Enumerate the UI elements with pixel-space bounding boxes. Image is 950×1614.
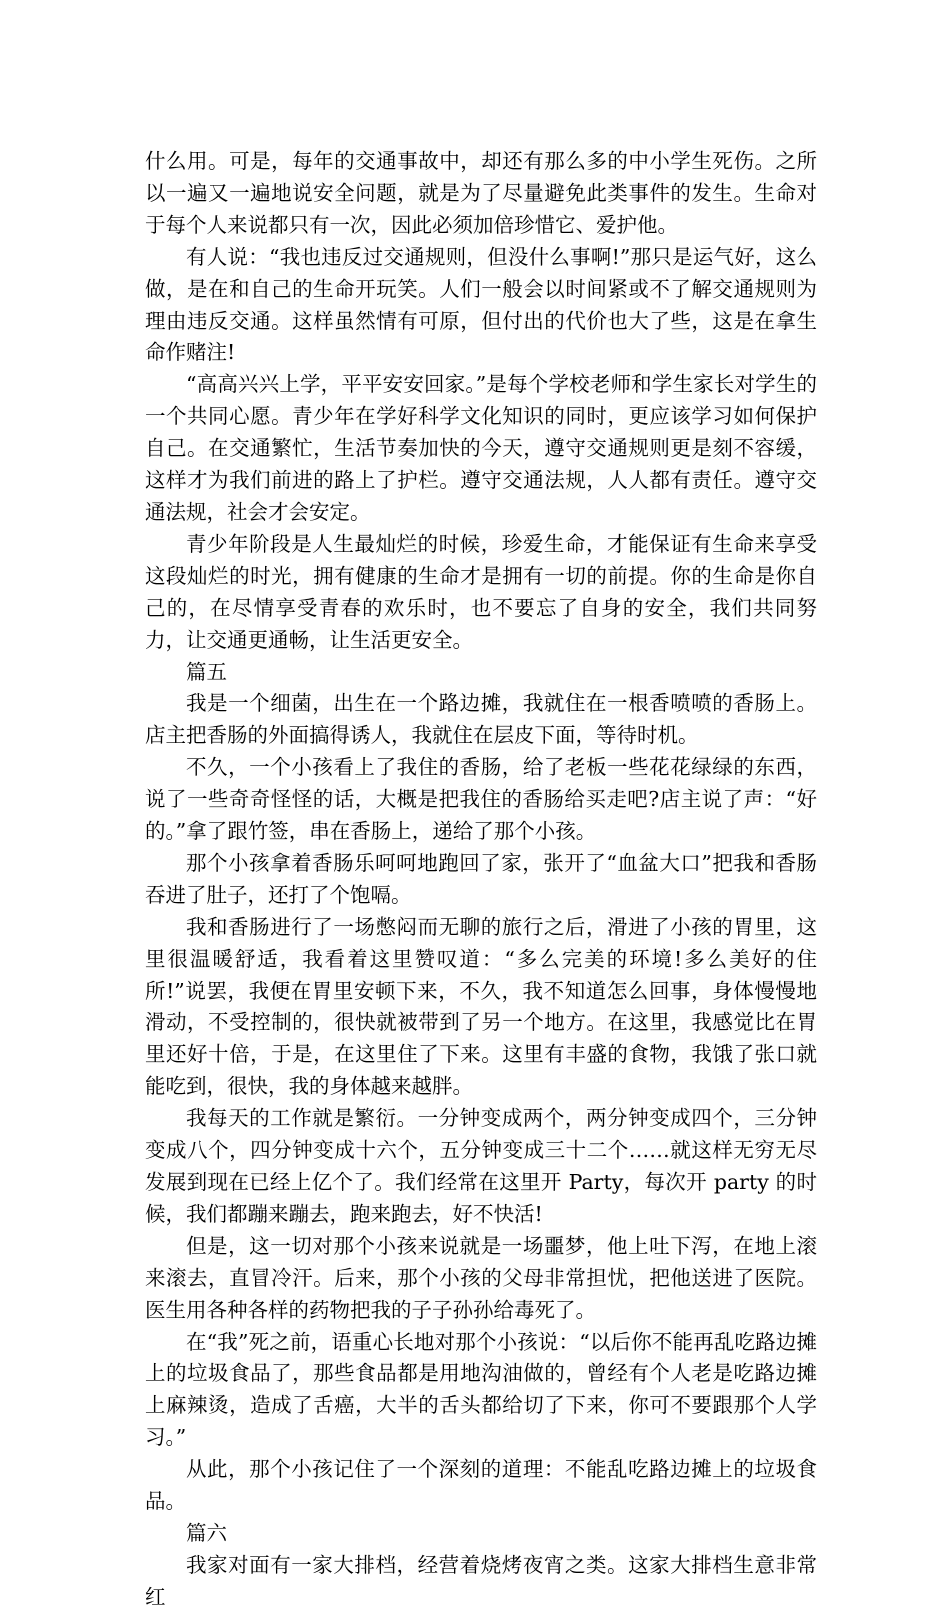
paragraph: 那个小孩拿着香肠乐呵呵地跑回了家，张开了“血盆大口”把我和香肠吞进了肚子，还打了个饱嗝。 (145, 850, 817, 907)
paragraph: 有人说：“我也违反过交通规则，但没什么事啊!”那只是运气好，这么做，是在和自己的生命开玩笑。人们一般会以时间紧或不了解交通规则为理由违反交通。这样虽然情有可原，但付出的代价也大了些，这是在拿生命作赌注! (145, 244, 817, 365)
section-heading-5: 篇五 (186, 659, 227, 684)
paragraph: “高高兴兴上学，平平安安回家。”是每个学校老师和学生家长对学生的一个共同心愿。青少年在学好科学文化知识的同时，更应该学习如何保护自己。在交通繁忙，生活节奏加快的今天，遵守交通规则更是刻不容缓，这样才为我们前进的路上了护栏。遵守交通法规，人人都有责任。遵守交通法规，社会才会安定。 (145, 372, 817, 524)
section-heading-6: 篇六 (186, 1520, 227, 1545)
paragraph: 青少年阶段是人生最灿烂的时候，珍爱生命，才能保证有生命来享受这段灿烂的时光，拥有健康的生命才是拥有一切的前提。你的生命是你自己的，在尽情享受青春的欢乐时，也不要忘了自身的安全，我们共同努力，让交通更通畅，让生活更安全。 (145, 531, 817, 652)
paragraph-continuation: 什么用。可是，每年的交通事故中，却还有那么多的中小学生死伤。之所以一遍又一遍地说安全问题，就是为了尽量避免此类事件的发生。生命对于每个人来说都只有一次，因此必须加倍珍惜它、爱护他。 (145, 149, 817, 237)
paragraph: 但是，这一切对那个小孩来说就是一场噩梦，他上吐下泻，在地上滚来滚去，直冒冷汗。后来，那个小孩的父母非常担忧，把他送进了医院。医生用各种各样的药物把我的子子孙孙给毒死了。 (145, 1233, 817, 1322)
paragraph: 我每天的工作就是繁衍。一分钟变成两个，两分钟变成四个，三分钟变成八个，四分钟变成十六个，五分钟变成三十二个……就这样无穷无尽发展到现在已经上亿个了。我们经常在这里开 Party，每次开 party 的时候，我们都蹦来蹦去，跑来跑去，好不快活! (145, 1106, 817, 1226)
paragraph: 在“我”死之前，语重心长地对那个小孩说：“以后你不能再乱吃路边摊上的垃圾食品了，那些食品都是用地沟油做的，曾经有个人老是吃路边摊上麻辣烫，造成了舌癌，大半的舌头都给切了下来，你可不要跟那个人学习。” (145, 1329, 817, 1450)
document-body (145, 146, 817, 1614)
paragraph: 我家对面有一家大排档，经营着烧烤夜宵之类。这家大排档生意非常红 (145, 1552, 817, 1609)
paragraph: 我是一个细菌，出生在一个路边摊，我就住在一根香喷喷的香肠上。店主把香肠的外面搞得诱人，我就住在层皮下面，等待时机。 (145, 691, 817, 748)
paragraph: 我和香肠进行了一场憋闷而无聊的旅行之后，滑进了小孩的胃里，这里很温暖舒适，我看着这里赞叹道：“多么完美的环境!多么美好的住所!”说罢，我便在胃里安顿下来，不久，我不知道怎么回事，身体慢慢地滑动，不受控制的，很快就被带到了另一个地方。在这里，我感觉比在胃里还好十倍，于是，在这里住了下来。这里有丰盛的食物，我饿了张口就能吃到，很快，我的身体越来越胖。 (145, 914, 817, 1099)
paragraph: 不久，一个小孩看上了我住的香肠，给了老板一些花花绿绿的东西，说了一些奇奇怪怪的话，大概是把我住的香肠给买走吧?店主说了声：“好的。”拿了跟竹签，串在香肠上，递给了那个小孩。 (145, 755, 817, 844)
paragraph: 从此，那个小孩记住了一个深刻的道理：不能乱吃路边摊上的垃圾食品。 (145, 1457, 817, 1514)
